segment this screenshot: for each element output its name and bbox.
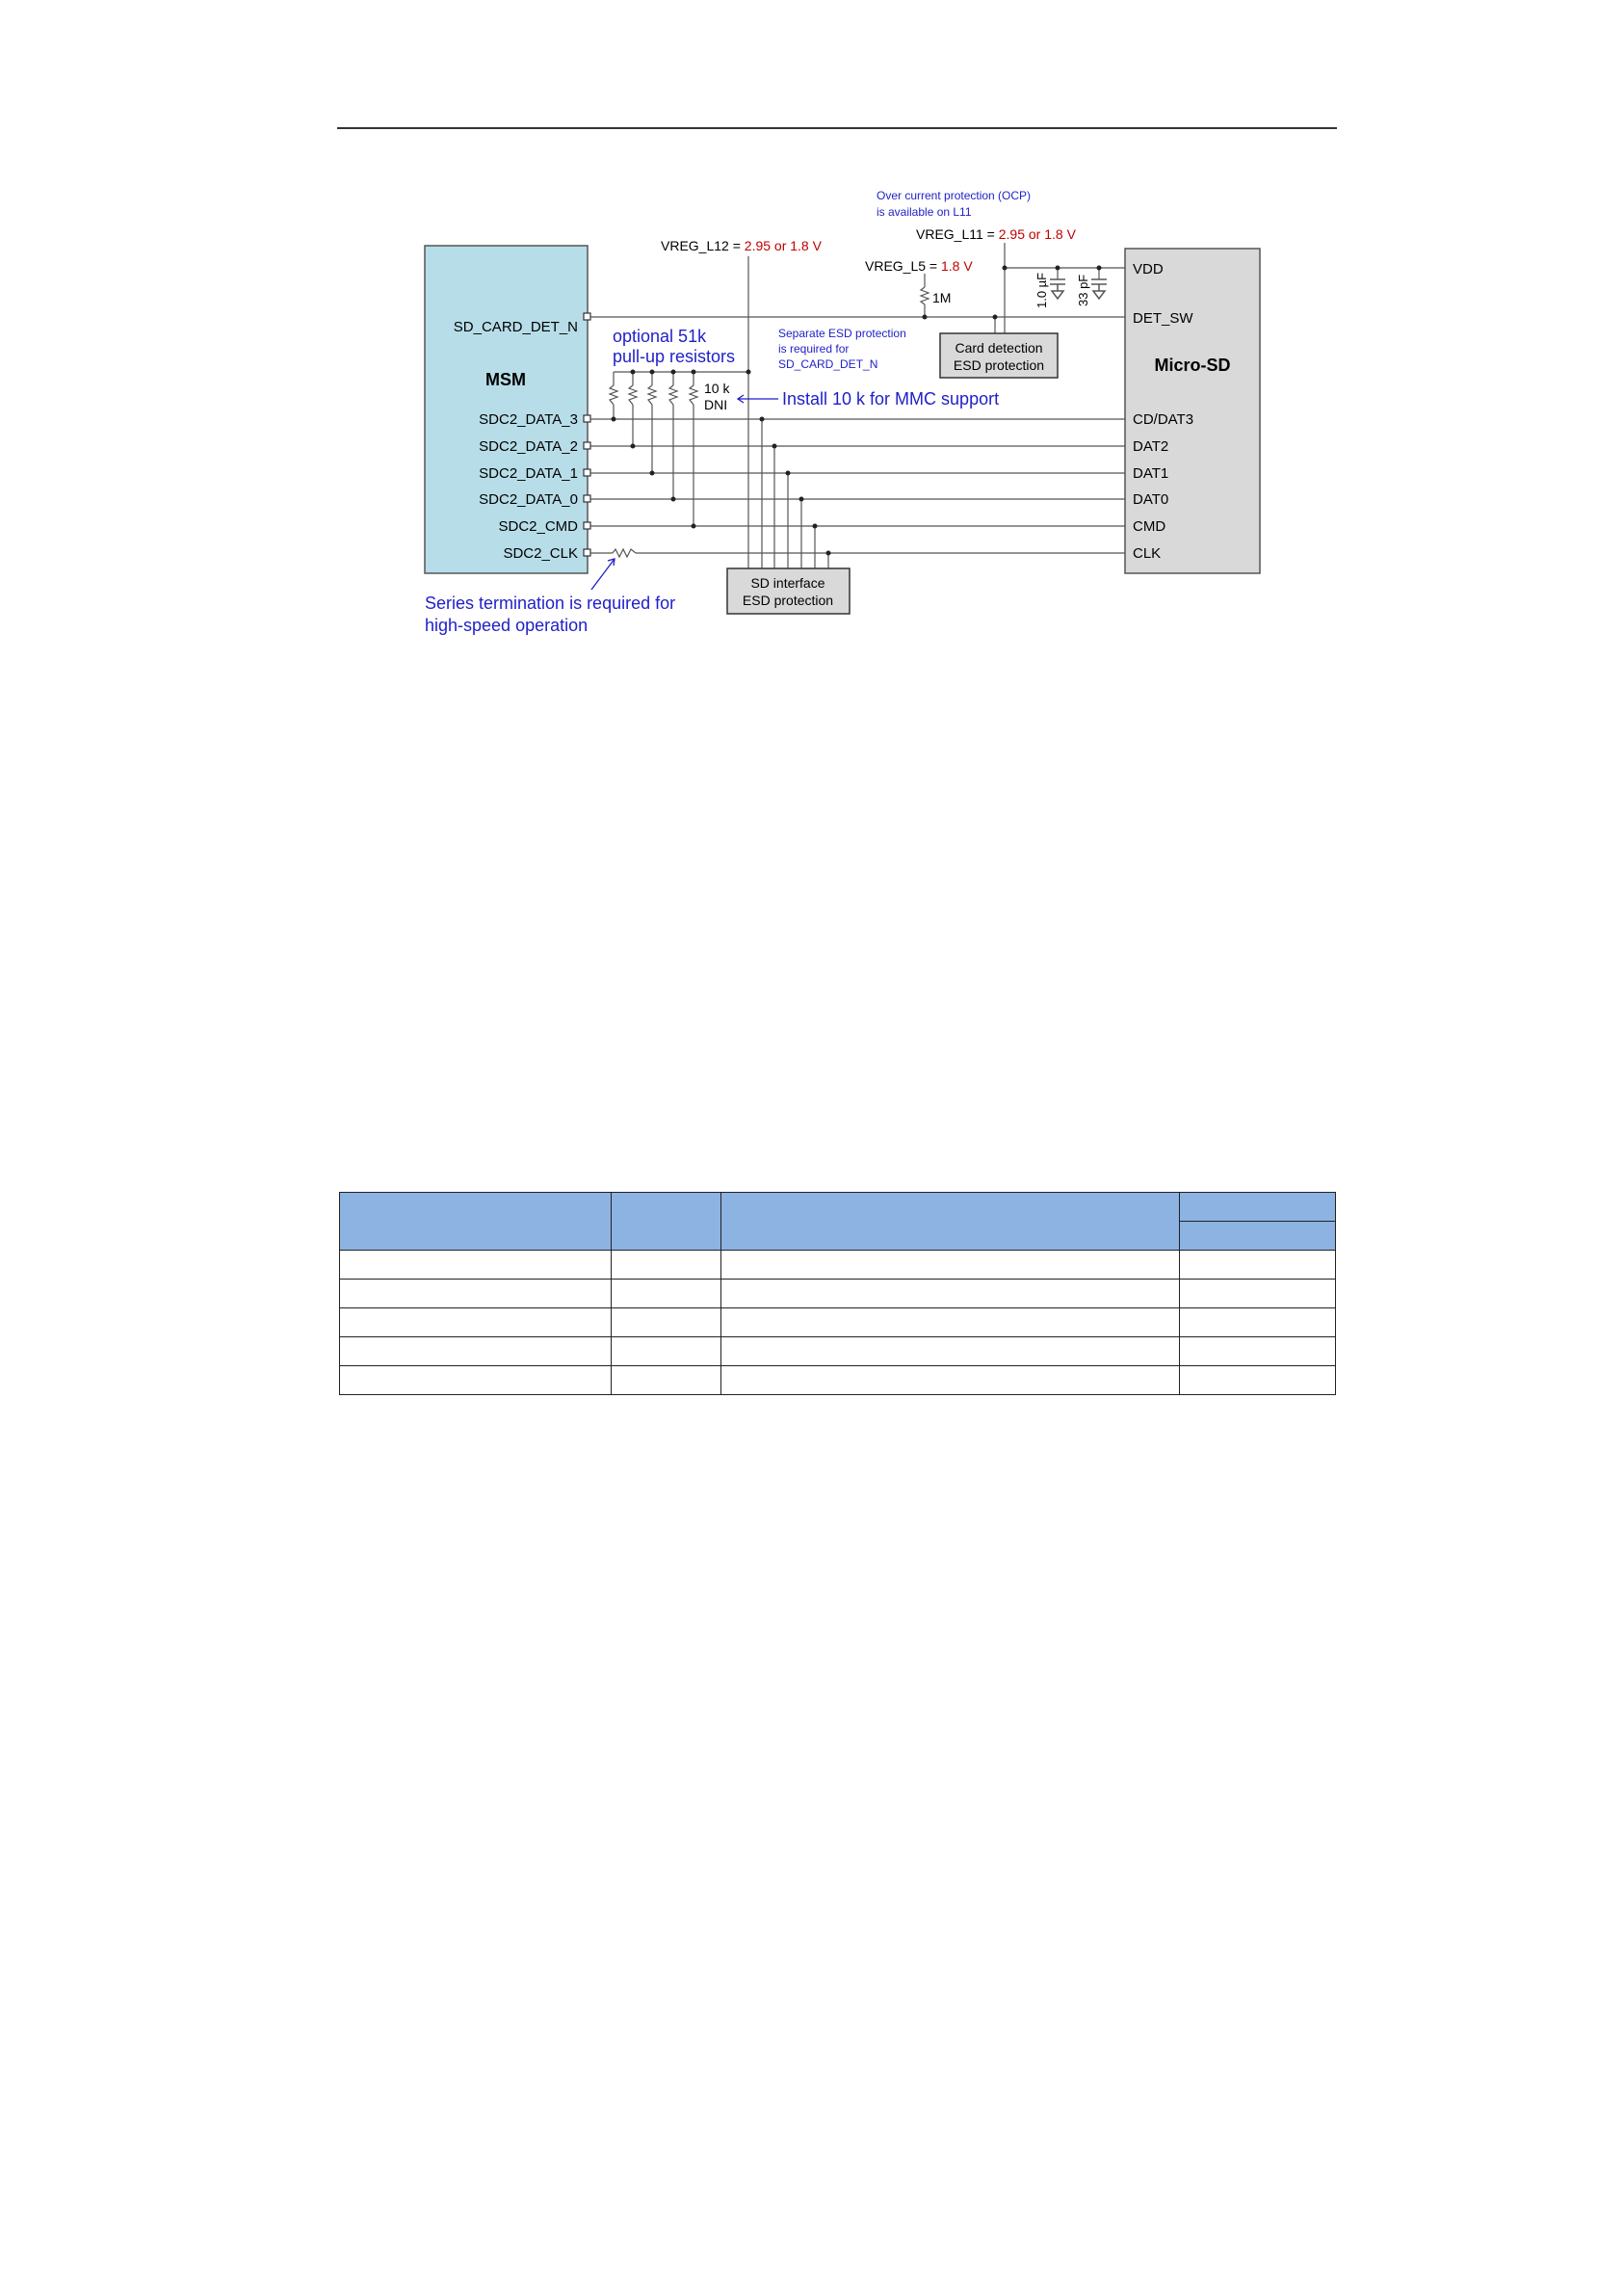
table-cell <box>340 1280 612 1308</box>
dot-pu-4 <box>671 497 676 502</box>
table-cell <box>340 1251 612 1280</box>
pin-assignment-table <box>339 1192 1336 1395</box>
pullup-res-3 <box>648 385 656 405</box>
table-cell <box>612 1280 721 1308</box>
table-row <box>340 1337 1336 1366</box>
resistor-10k-dni: DNI <box>704 397 728 412</box>
dot-bus-2 <box>631 370 636 375</box>
table-cell <box>721 1251 1180 1280</box>
series-termination-note-line2: high-speed operation <box>425 616 589 635</box>
cap-33pf-label: 33 pF <box>1076 274 1090 306</box>
dot-pu-1 <box>612 417 616 422</box>
sd-interface-box-line1: SD interface <box>750 575 825 591</box>
resistor-10k-value: 10 k <box>704 381 730 396</box>
sd-pin-cmd: CMD <box>1133 518 1166 535</box>
cap-1uf-ground-icon <box>1052 291 1063 299</box>
dot-cap2 <box>1097 266 1102 271</box>
dot-l12-bus <box>746 370 751 375</box>
terminal-clk <box>584 549 590 556</box>
dot-cap1 <box>1056 266 1060 271</box>
msm-pin-sdc2-data-0: SDC2_DATA_0 <box>479 491 578 508</box>
table-header-cell <box>340 1193 612 1251</box>
dot-esd-4 <box>786 471 791 476</box>
dot-esd-2 <box>760 417 765 422</box>
dot-bus-4 <box>671 370 676 375</box>
pullup-res-2 <box>629 385 637 405</box>
table-cell <box>721 1337 1180 1366</box>
sd-pin-det-sw: DET_SW <box>1133 310 1193 327</box>
esd-det-note-line3: SD_CARD_DET_N <box>778 357 878 371</box>
sd-pin-dat1: DAT1 <box>1133 465 1169 482</box>
table-cell <box>340 1308 612 1337</box>
table-header-cell <box>612 1193 721 1251</box>
vreg-l11-label: VREG_L11 = 2.95 or 1.8 V <box>916 226 1076 242</box>
sd-interface-box-line2: ESD protection <box>742 593 834 608</box>
table-cell <box>340 1366 612 1395</box>
msm-title: MSM <box>485 370 526 389</box>
series-resistor <box>613 549 636 557</box>
table-cell <box>1180 1280 1336 1308</box>
dot-esd-6 <box>813 524 818 529</box>
cap-1uf-label: 1.0 µF <box>1034 272 1049 308</box>
table-row <box>340 1308 1336 1337</box>
msm-pin-sdc2-data-1: SDC2_DATA_1 <box>479 465 578 482</box>
table-header-row <box>340 1193 1336 1222</box>
msm-pin-sdc2-data-2: SDC2_DATA_2 <box>479 438 578 455</box>
terminal-data-0 <box>584 495 590 502</box>
table-cell <box>612 1251 721 1280</box>
sd-pin-dat2: DAT2 <box>1133 438 1169 455</box>
resistor-1m-label: 1M <box>932 290 952 305</box>
msm-pin-sdc2-cmd: SDC2_CMD <box>498 518 578 535</box>
terminal-cmd <box>584 522 590 529</box>
table-cell <box>1180 1308 1336 1337</box>
cap-33pf-ground-icon <box>1093 291 1105 299</box>
sd-card-schematic <box>0 0 1623 674</box>
table-cell <box>1180 1337 1336 1366</box>
dot-bus-3 <box>650 370 655 375</box>
msm-pin-sd-card-det-n: SD_CARD_DET_N <box>453 319 578 335</box>
table-cell <box>721 1366 1180 1395</box>
terminal-data-1 <box>584 469 590 476</box>
terminal-data-2 <box>584 442 590 449</box>
table-cell <box>1180 1251 1336 1280</box>
pullup-res-5 <box>690 385 697 405</box>
table-cell <box>612 1366 721 1395</box>
ocp-note-line2: is available on L11 <box>877 205 972 219</box>
card-detection-box-line2: ESD protection <box>953 357 1045 373</box>
resistor-1m <box>921 287 929 304</box>
dot-pu-3 <box>650 471 655 476</box>
series-arrow <box>591 559 615 590</box>
terminal-data-3 <box>584 415 590 422</box>
dot-bus-5 <box>692 370 696 375</box>
table-cell <box>721 1280 1180 1308</box>
mmc-note: Install 10 k for MMC support <box>782 389 1000 409</box>
terminal-sd-card-det-n <box>584 313 590 320</box>
dot-l5 <box>923 315 928 320</box>
dot-esd-5 <box>799 497 804 502</box>
dot-esd-3 <box>772 444 777 449</box>
vreg-l5-label: VREG_L5 = 1.8 V <box>865 258 973 274</box>
dot-vdd <box>1003 266 1008 271</box>
table-cell <box>612 1337 721 1366</box>
pullup-res-1 <box>610 385 617 405</box>
table-cell <box>721 1308 1180 1337</box>
ocp-note-line1: Over current protection (OCP) <box>877 189 1032 202</box>
msm-pin-sdc2-clk: SDC2_CLK <box>503 545 578 562</box>
pullup-note-line2: pull-up resistors <box>613 347 736 366</box>
dot-pu-2 <box>631 444 636 449</box>
sd-pin-cd-dat3: CD/DAT3 <box>1133 411 1194 428</box>
sd-pin-dat0: DAT0 <box>1133 491 1169 508</box>
card-detection-box-line1: Card detection <box>955 340 1043 356</box>
sd-pin-clk: CLK <box>1133 545 1162 562</box>
esd-det-note-line2: is required for <box>778 342 850 356</box>
table-row <box>340 1366 1336 1395</box>
table-row <box>340 1280 1336 1308</box>
esd-det-note-line1: Separate ESD protection <box>778 327 906 340</box>
table-header-cell <box>1180 1193 1336 1222</box>
table-subheader-cell <box>1180 1222 1336 1251</box>
micro-sd-title: Micro-SD <box>1154 356 1231 375</box>
dot-esd-7 <box>826 551 831 556</box>
table-cell <box>340 1337 612 1366</box>
table-cell <box>612 1308 721 1337</box>
series-termination-note-line1: Series termination is required for <box>425 594 676 613</box>
table-row <box>340 1251 1336 1280</box>
table-header-cell <box>721 1193 1180 1251</box>
sd-pin-vdd: VDD <box>1133 261 1164 277</box>
dot-pu-5 <box>692 524 696 529</box>
msm-pin-sdc2-data-3: SDC2_DATA_3 <box>479 411 578 428</box>
pullup-res-4 <box>669 385 677 405</box>
dot-det-esd <box>993 315 998 320</box>
vreg-l12-label: VREG_L12 = 2.95 or 1.8 V <box>661 238 822 253</box>
pullup-note-line1: optional 51k <box>613 327 707 346</box>
table-cell <box>1180 1366 1336 1395</box>
